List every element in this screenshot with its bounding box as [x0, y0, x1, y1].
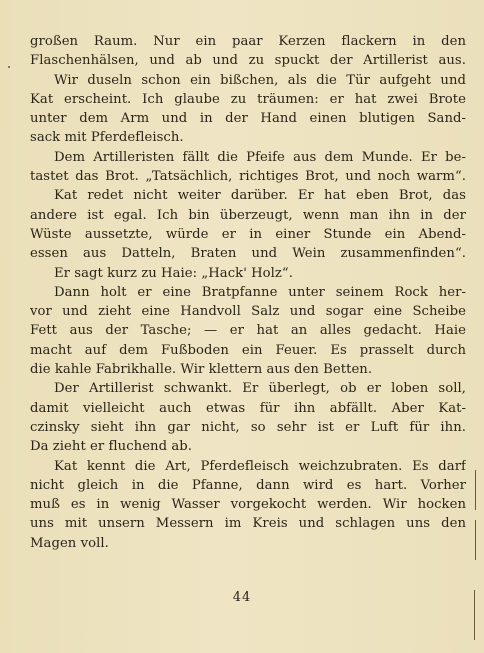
text-line: Er sagt kurz zu Haie: „Hack' Holz“. [54, 265, 293, 281]
text-line: czinsky sieht ihn gar nicht, so sehr ist er Luft für ihn. [30, 419, 466, 435]
body-text [30, 32, 466, 553]
text-line: Flaschenhälsen, und ab und zu spuckt der Artillerist aus. [30, 53, 466, 69]
text-line: uns mit unsern Messern im Kreis und schlagen uns den [30, 516, 466, 532]
text-line: Kat kennt die Art, Pferdefleisch weichzubraten. Es darf [54, 458, 466, 474]
text-line: essen aus Datteln, Braten und Wein zusammenfinden“. [30, 246, 466, 262]
text-line: Dem Artilleristen fällt die Pfeife aus dem Munde. Er be- [54, 149, 466, 165]
text-line: Wir duseln schon ein bißchen, als die Tür aufgeht und [54, 72, 466, 88]
binding-shadow-mark [474, 590, 475, 640]
text-line: tastet das Brot. „Tatsächlich, richtiges Brot, und noch warm“. [30, 169, 466, 185]
text-line: nicht gleich in die Pfanne, dann wird es hart. Vorher [30, 477, 466, 493]
text-line: die kahle Fabrikhalle. Wir klettern aus den Betten. [30, 362, 373, 378]
page-number: 44 [232, 590, 252, 605]
text-line: Kat redet nicht weiter darüber. Er hat eben Brot, das [54, 188, 466, 204]
margin-speck [8, 66, 10, 68]
text-line: Magen voll. [30, 535, 109, 551]
text-line: großen Raum. Nur ein paar Kerzen flackern in den [30, 34, 466, 49]
text-line: damit vielleicht auch etwas für ihn abfällt. Aber Kat- [30, 400, 466, 416]
text-line: Wüste aussetzte, würde er in einer Stunde ein Abend- [30, 226, 466, 242]
binding-shadow-mark [475, 470, 476, 510]
binding-shadow-mark [475, 520, 476, 560]
text-line: unter dem Arm und in der Hand einen blutigen Sand- [30, 111, 466, 127]
text-line: Da zieht er fluchend ab. [30, 439, 192, 455]
text-line: Dann holt er eine Bratpfanne unter seinem Rock her- [54, 284, 466, 300]
text-line: andere ist egal. Ich bin überzeugt, wenn man ihn in der [30, 207, 466, 223]
text-line: Fett aus der Tasche; — er hat an alles gedacht. Haie [30, 323, 466, 339]
text-line: macht auf dem Fußboden ein Feuer. Es prasselt durch [30, 342, 466, 358]
text-line: vor und zieht eine Handvoll Salz und sogar eine Scheibe [30, 304, 466, 320]
text-line: sack mit Pferdefleisch. [30, 130, 184, 146]
text-line: Der Artillerist schwankt. Er überlegt, ob er loben soll, [54, 381, 466, 397]
text-line: Kat erscheint. Ich glaube zu träumen: er hat zwei Brote [30, 91, 466, 107]
text-line: muß es in wenig Wasser vorgekocht werden. Wir hocken [30, 497, 466, 513]
